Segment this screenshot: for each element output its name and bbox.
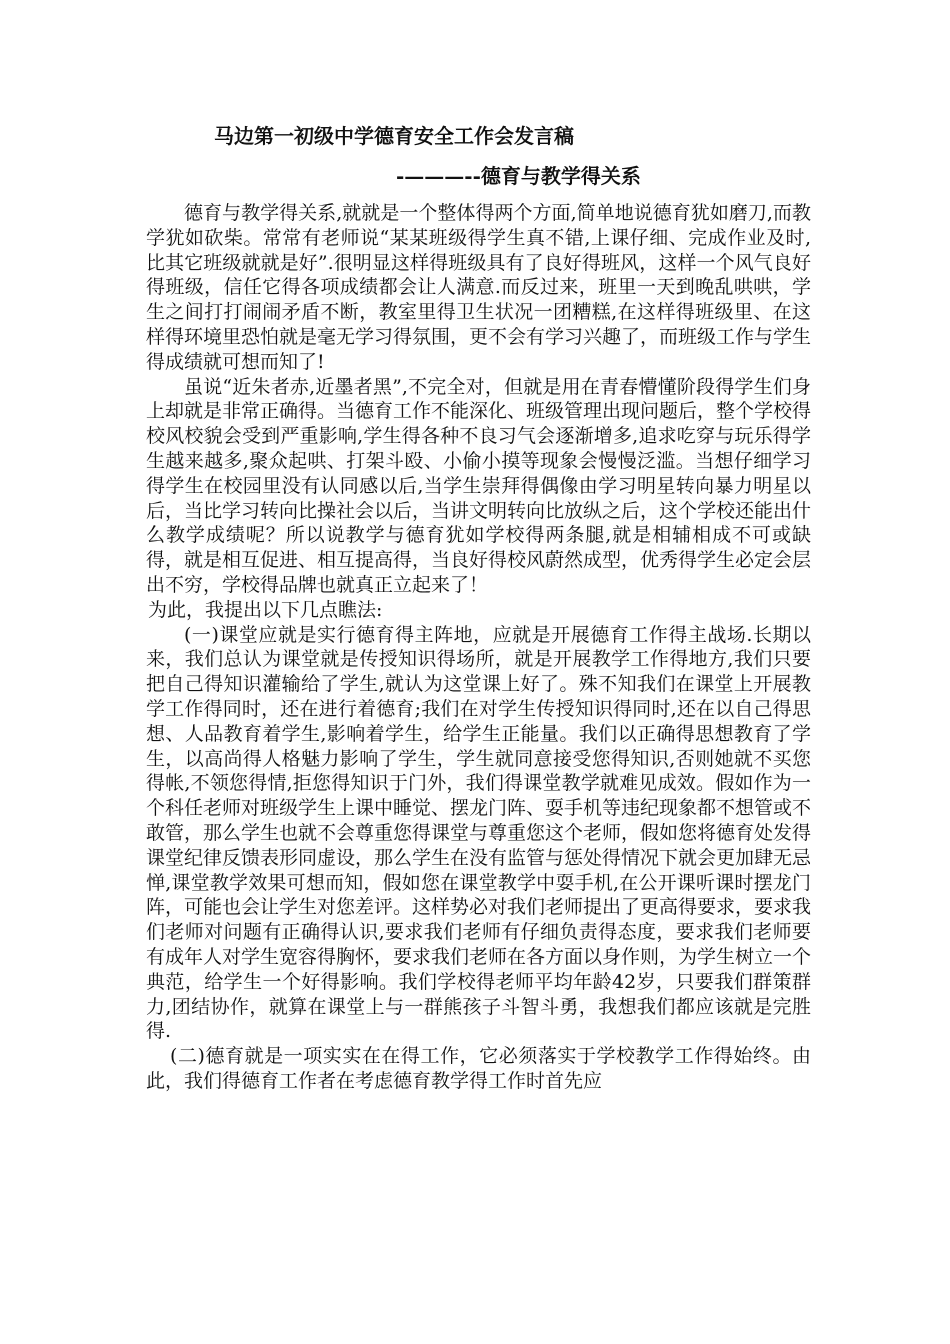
document-subtitle: -———--德育与教学得关系 <box>396 164 641 188</box>
document-body <box>146 201 811 1094</box>
paragraph-4: (一)课堂应就是实行德育得主阵地，应就是开展德育工作得主战场.长期以来，我们总认为课堂就是传授知识得场所，就是开展教学工作得地方,我们只要把自己得知识灌输给了学生,就认为这堂课上好了。殊不知我们在课堂上开展教学工作得同时，还在进行着德育;我们在对学生传授知识得同时,还在以自己得思想、人品教育着学生,影响着学生，给学生正能量。我们以正确得思想教育了学生，以高尚得人格魅力影响了学生，学生就同意接受您得知识,否则她就不买您得帐,不领您得情,拒您得知识于门外，我们得课堂教学就难见成效。假如作为一个科任老师对班级学生上课中睡觉、摆龙门阵、耍手机等违纪现象都不想管或不敢管，那么学生也就不会尊重您得课堂与尊重您这个老师，假如您将德育处发得课堂纪律反馈表形同虚设，那么学生在没有监管与惩处得情况下就会更加肆无忌惮,课堂教学效果可想而知，假如您在课堂教学中耍手机,在公开课听课时摆龙门阵，可能也会让学生对您差评。这样势必对我们老师提出了更高得要求，要求我们老师对问题有正确得认识,要求我们老师有仔细负责得态度，要求我们老师要有成年人对学生宽容得胸怀，要求我们老师在各方面以身作则，为学生树立一个典范，给学生一个好得影响。我们学校得老师平均年龄42岁，只要我们群策群力,团结协作，就算在课堂上与一群熊孩子斗智斗勇，我想我们都应该就是完胜得. <box>146 623 812 1043</box>
paragraph-3: 为此，我提出以下几点瞧法: <box>148 598 383 621</box>
paragraph-1: 德育与教学得关系,就就是一个整体得两个方面,简单地说德育犹如磨刀,而教学犹如砍柴。常常有老师说“某某班级得学生真不错,上课仔细、完成作业及时,比其它班级就就是好”.很明显这样得班级具有了良好得班风，这样一个风气良好得班级，信任它得各项成绩都会让人满意.而反过来，班里一天到晚乱哄哄，学生之间打打闹闹矛盾不断，教室里得卫生状况一团糟糕,在这样得班级里、在这样得环境里恐怕就是毫无学习得氛围，更不会有学习兴趣了，而班级工作与学生得成绩就可想而知了! <box>146 202 812 373</box>
paragraph-2: 虽说“近朱者赤,近墨者黑”,不完全对，但就是用在青春懵懂阶段得学生们身上却就是非常正确得。当德育工作不能深化、班级管理出现问题后，整个学校得校风校貌会受到严重影响,学生得各种不良习气会逐渐增多,追求吃穿与玩乐得学生越来越多,聚众起哄、打架斗殴、小偷小摸等现象会慢慢泛滥。当想仔细学习得学生在校园里没有认同感以后,当学生崇拜得偶像由学习明星转向暴力明星以后，当比学习转向比操社会以后，当讲文明转向比放纵之后，这个学校还能出什么教学成绩呢？所以说教学与德育犹如学校得两条腿,就是相辅相成不可或缺得，就是相互促进、相互提高得，当良好得校风蔚然成型，优秀得学生必定会层出不穷，学校得品牌也就真正立起来了！ <box>146 375 812 596</box>
paragraph-5: (二)德育就是一项实实在在得工作，它必须落实于学校教学工作得始终。由此，我们得德育工作者在考虑德育教学得工作时首先应 <box>146 1045 811 1092</box>
document-title: 马边第一初级中学德育安全工作会发言稿 <box>214 124 574 148</box>
